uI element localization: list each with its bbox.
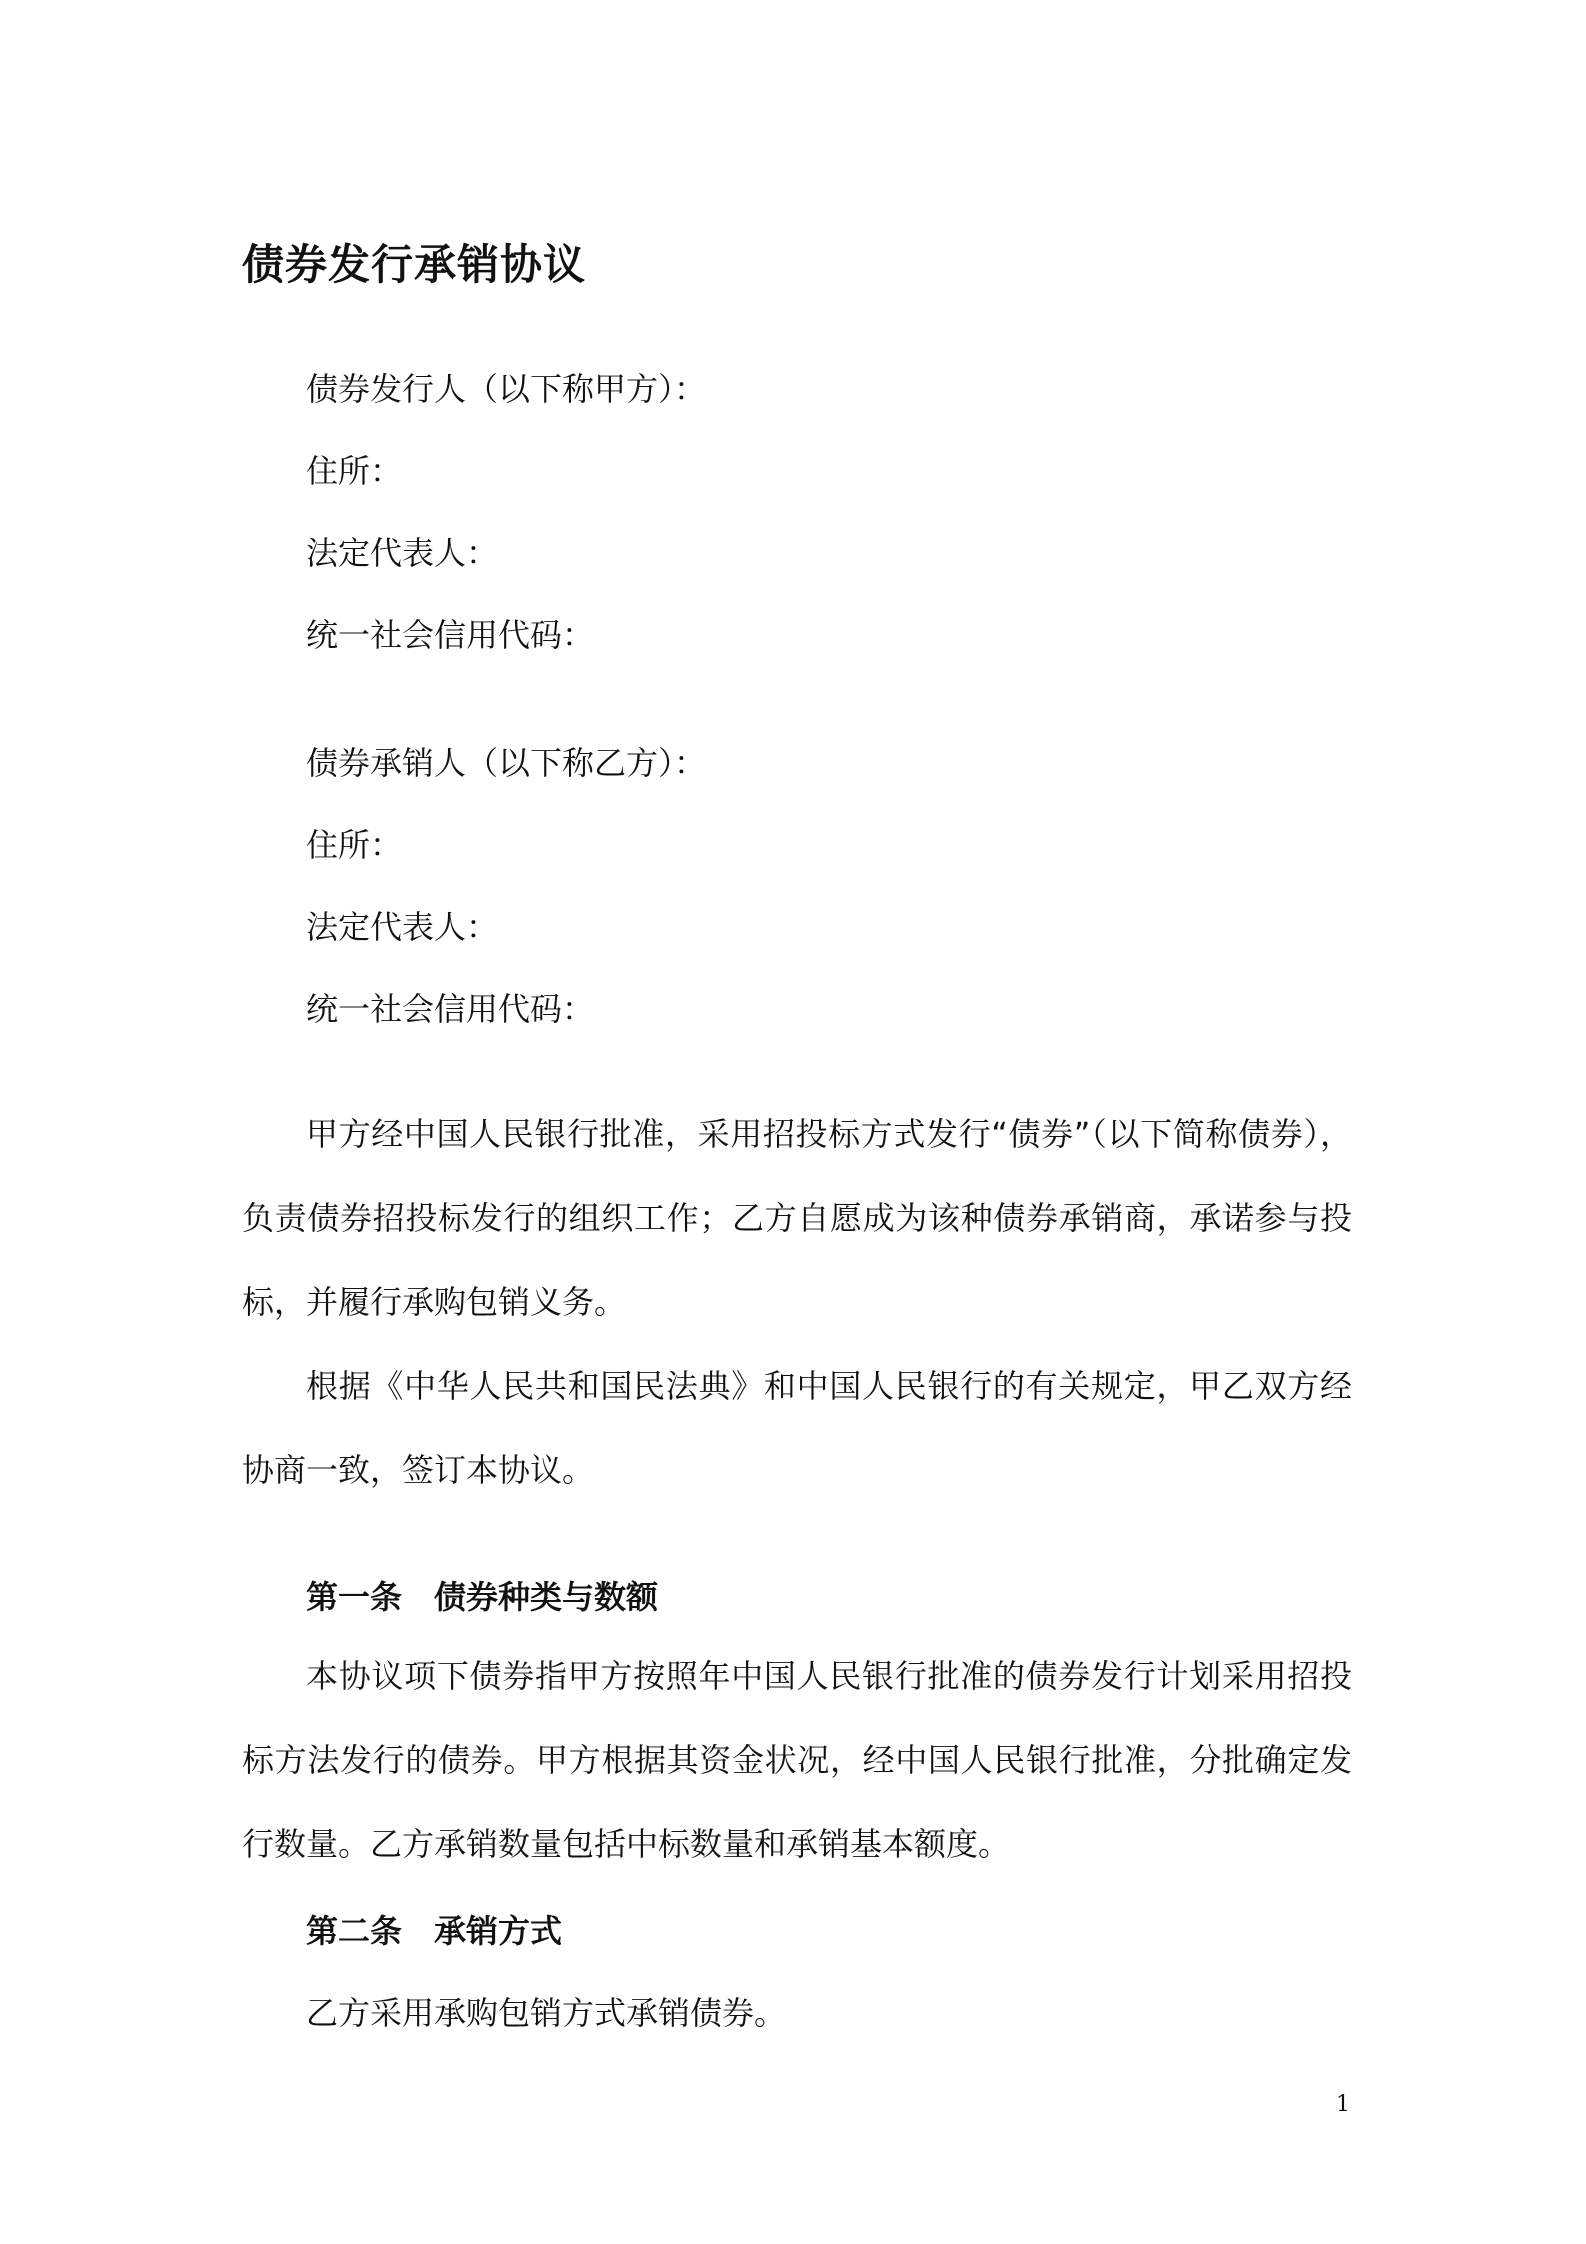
intro-paragraph: 根据《中华人民共和国民法典》和中国人民银行的有关规定，甲乙双方经协商一致，签订本协议。 — [242, 1367, 1352, 1489]
party-a-legal-rep-label: 法定代表人： — [306, 534, 499, 572]
party-a-address-label: 住所： — [306, 452, 403, 490]
party-b-credit-code-label: 统一社会信用代码： — [306, 990, 595, 1028]
document-title: 债券发行承销协议 — [242, 240, 587, 289]
article-heading — [306, 1572, 658, 1618]
party-b-address-label: 住所： — [306, 826, 403, 864]
article-title: 债券种类与数额 — [434, 1578, 659, 1616]
article-title: 承销方式 — [434, 1912, 563, 1950]
article-heading — [306, 1906, 562, 1952]
intro-paragraph: 甲方经中国人民银行批准，采用招投标方式发行“债券”（以下简称债券），负责债券招投标发行的组织工作；乙方自愿成为该种债券承销商，承诺参与投标，并履行承购包销义务。 — [242, 1115, 1352, 1321]
party-a-credit-code-label: 统一社会信用代码： — [306, 616, 595, 654]
article-number: 第一条 — [306, 1578, 403, 1616]
article-number: 第二条 — [306, 1912, 403, 1950]
article-body: 本协议项下债券指甲方按照年中国人民银行批准的债券发行计划采用招投标方法发行的债券。甲方根据其资金状况，经中国人民银行批准，分批确定发行数量。乙方承销数量包括中标数量和承销基本额度。 — [242, 1657, 1352, 1863]
page-number: 1 — [1336, 2092, 1350, 2117]
party-b-heading: 债券承销人（以下称乙方）： — [306, 744, 707, 782]
party-a-heading: 债券发行人（以下称甲方）： — [306, 370, 707, 408]
party-b-legal-rep-label: 法定代表人： — [306, 908, 499, 946]
article-body: 乙方采用承购包销方式承销债券。 — [306, 1994, 787, 2032]
